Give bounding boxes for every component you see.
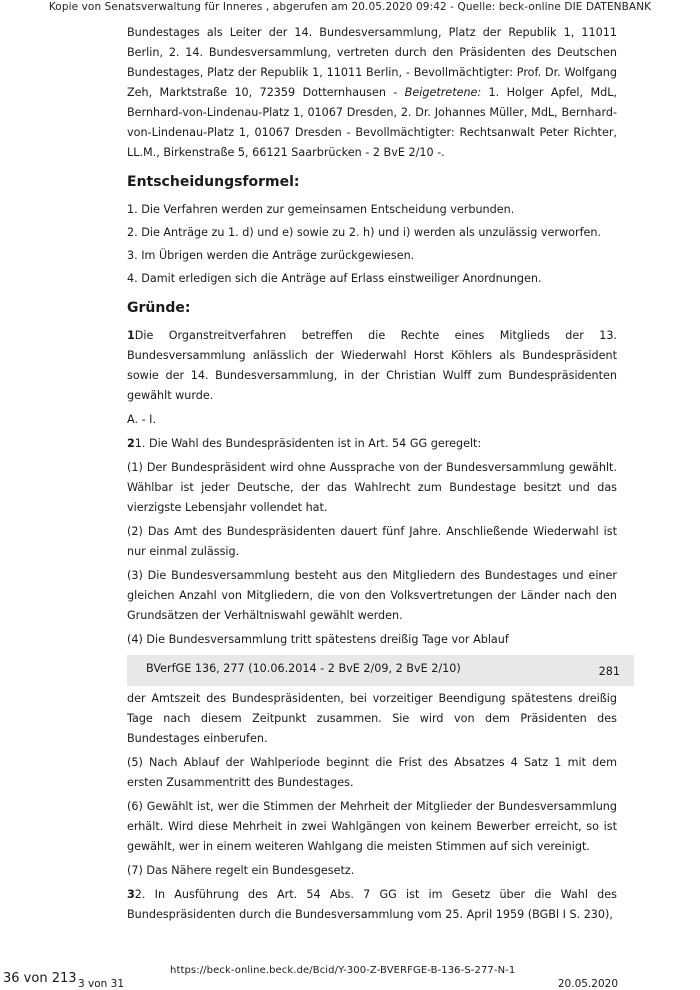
heading-gruende: Gründe: [127,300,191,316]
list-item: 2. Die Anträge zu 1. d) und e) sowie zu 2. h) und i) werden als unzulässig verworfen. [127,226,602,239]
print-page-counter: 3 von 31 [78,978,125,990]
document-body [127,23,617,654]
footer-url: https://beck-online.beck.de/Bcid/Y-300-Z-BVERFGE-B-136-S-277-N-1 [170,965,516,976]
quote-abs4-start: (4) Die Bundesversammlung tritt spätestens dreißig Tage vor Ablauf [127,633,509,646]
paragraph-3: 32. In Ausführung des Art. 54 Abs. 7 GG ist im Gesetz über die Wahl des Bundespräsidenten durch die Bundesversammlung vom 25. April 1959 (BGBl I S. 230), [127,888,617,921]
margin-number: 1 [127,329,135,342]
list-item: 1. Die Verfahren werden zur gemeinsamen Entscheidung verbunden. [127,203,515,216]
decision-list [127,200,617,289]
heading-entscheidungsformel: Entscheidungsformel: [127,174,300,190]
list-item: 4. Damit erledigen sich die Anträge auf Erlass einstweiliger Anordnungen. [127,272,542,285]
quote-abs4-end: der Amtszeit des Bundespräsidenten, bei vorzeitiger Beendigung spätestens dreißig Tage nach diesem Zeitpunkt zusammen. Sie wird von dem Präsidenten des Bundestages einberufen. [127,692,617,745]
italic-label: Beigetretene: [404,86,482,99]
page-number: 281 [598,665,620,678]
margin-number: 2 [127,437,135,450]
page-break-band [127,655,634,686]
page-citation: BVerfGE 136, 277 (10.06.2014 - 2 BvE 2/09, 2 BvE 2/10) [146,662,461,675]
quote-abs3: (3) Die Bundesversammlung besteht aus den Mitgliedern des Bundestages und einer gleichen Anzahl von Mitgliedern, die von den Volksvertretungen der Länder nach den Grundsätzen der Verhältniswahl gewählt werden. [127,569,617,622]
quote-abs6: (6) Gewählt ist, wer die Stimmen der Mehrheit der Mitglieder der Bundesversammlung erhält. Wird diese Mehrheit in zwei Wahlgängen von keinem Bewerber erreicht, so ist gewählt, wer in einem weiteren Wahlgang die meisten Stimmen auf sich vereinigt. [127,800,617,853]
print-header: Kopie von Senatsverwaltung für Inneres , abgerufen am 20.05.2020 09:42 - Quelle: beck-online DIE DATENBANK [48,1,652,13]
paragraph-1: 1Die Organstreitverfahren betreffen die Rechte eines Mitglieds der 13. Bundesversammlung anlässlich der Wiederwahl Horst Köhlers als Bundespräsident sowie der 14. Bundesversammlung, in der Christian Wulff zum Bundespräsidenten gewählt wurde. [127,329,617,402]
section-label: A. - I. [127,413,157,426]
intro-paragraph: Bundestages als Leiter der 14. Bundesversammlung, Platz der Republik 1, 11011 Berlin, 2. 14. Bundesversammlung, vertreten durch den Präsidenten des Deutschen Bundestages, Platz der Republik 1, 11011 Berlin, - Bevollmächtigter: Prof. Dr. Wolfgang Zeh, Marktstraße 10, 72359 Dotternhausen - Beigetretene: 1. Holger Apfel, MdL, Bernhard-von-Lindenau-Platz 1, 01067 Dresden, 2. Dr. Johannes Müller, MdL, Bernhard-von-Lindenau-Platz 1, 01067 Dresden - Bevollmächtigter: Rechtsanwalt Peter Richter, LL.M., Birkenstraße 5, 66121 Saarbrücken - 2 BvE 2/10 -. [127,26,617,159]
footer-date: 20.05.2020 [557,978,618,990]
margin-number: 3 [127,888,135,901]
list-item: 3. Im Übrigen werden die Anträge zurückgewiesen. [127,249,415,262]
paragraph-2: 21. Die Wahl des Bundespräsidenten ist in Art. 54 GG geregelt: [127,437,482,450]
quote-abs5: (5) Nach Ablauf der Wahlperiode beginnt die Frist des Absatzes 4 Satz 1 mit dem ersten Zusammentritt des Bundestages. [127,756,617,789]
pdf-page-counter: 36 von 213 [3,971,77,986]
quote-abs7: (7) Das Nähere regelt ein Bundesgesetz. [127,864,355,877]
document-body-continued [127,689,617,929]
quote-abs2: (2) Das Amt des Bundespräsidenten dauert fünf Jahre. Anschließende Wiederwahl ist nur einmal zulässig. [127,525,617,558]
quote-abs1: (1) Der Bundespräsident wird ohne Aussprache von der Bundesversammlung gewählt. Wählbar ist jeder Deutsche, der das Wahlrecht zum Bundestage besitzt und das vierzigste Lebensjahr vollendet hat. [127,461,617,514]
